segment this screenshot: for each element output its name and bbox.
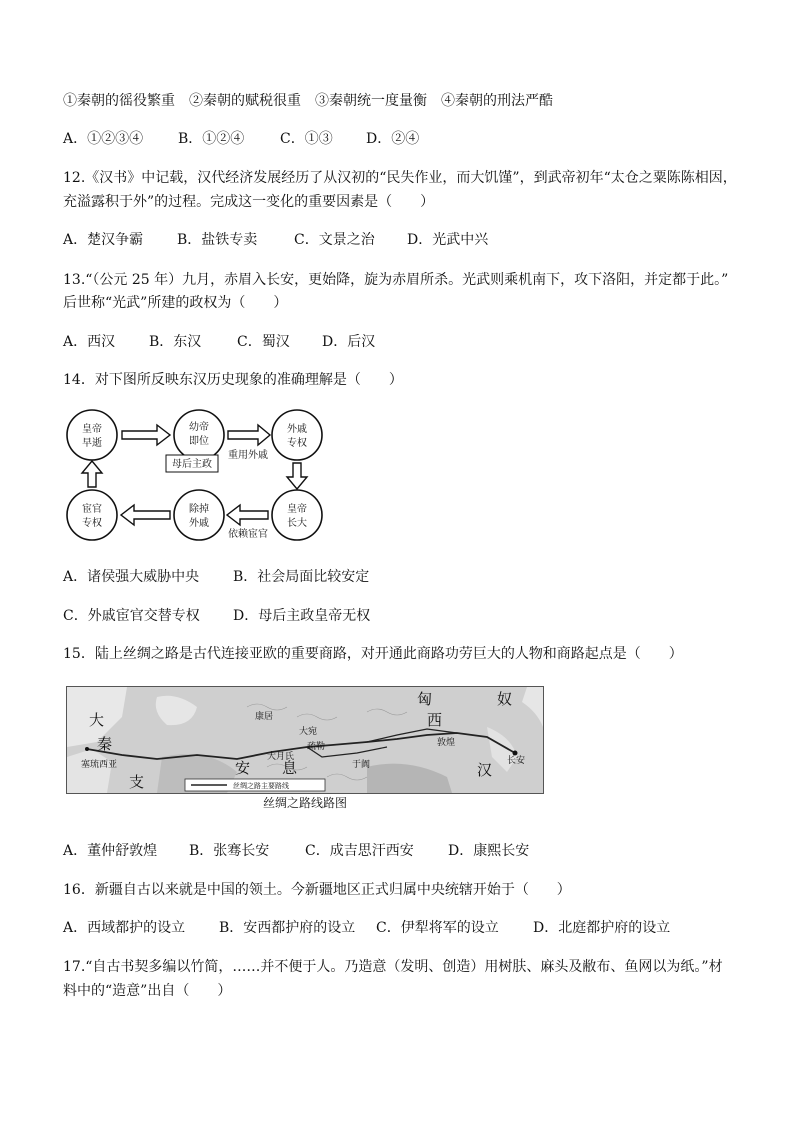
arrow-label-use-consort-kin: 重用外戚 xyxy=(228,450,268,461)
map-label-yutian: 于阗 xyxy=(352,760,371,770)
q14-option-d[interactable]: D．母后主政皇帝无权 xyxy=(233,608,371,624)
q15-option-d[interactable]: D．康熙长安 xyxy=(448,843,530,859)
q12-stem-line1: 12.《汉书》中记载，汉代经济发展经历了从汉初的“民失作业，而大饥馑”，到武帝初年“太仓之粟陈陈相因， xyxy=(63,170,737,186)
map-label-xiongnu2: 奴 xyxy=(497,690,513,708)
map-label-zhi: 支 xyxy=(129,773,145,791)
node-5-line2: 外戚 xyxy=(189,518,209,529)
q14-option-a[interactable]: A．诸侯强大威胁中央 xyxy=(63,569,200,585)
map-caption: 丝绸之路线路图 xyxy=(262,796,347,810)
node-6-line2: 专权 xyxy=(82,518,102,529)
node-emperor-early-death xyxy=(67,410,117,460)
node-2-line1: 幼帝 xyxy=(189,422,209,433)
q12-option-c[interactable]: C．文景之治 xyxy=(294,232,375,248)
arrow-2-3 xyxy=(228,425,270,445)
q14-option-b[interactable]: B．社会局面比较安定 xyxy=(233,569,370,585)
arrow-4-5 xyxy=(227,505,268,525)
map-label-da: 大 xyxy=(89,711,105,729)
q16-option-d[interactable]: D．北庭都护府的设立 xyxy=(533,920,671,936)
q15-stem: 15．陆上丝绸之路是古代连接亚欧的重要商路，对开通此商路功劳巨大的人物和商路起点是（ ） xyxy=(63,646,683,662)
arrow-6-1 xyxy=(82,461,102,487)
q14-options-row1 xyxy=(63,567,369,587)
q11-items: ①秦朝的徭役繁重 ②秦朝的赋税很重 ③秦朝统一度量衡 ④秦朝的刑法严酷 xyxy=(63,93,553,109)
q17-stem-line1: 17.“自古书契多编以竹简，……并不便于人。乃造意（发明、创造）用树肤、麻头及敝布、鱼网以为纸。”材 xyxy=(63,959,723,975)
q12-options xyxy=(63,230,488,250)
node-2-line2: 即位 xyxy=(189,436,209,447)
node-6-line1: 宦官 xyxy=(82,504,102,515)
arrow-1-2 xyxy=(122,425,170,445)
map-label-anxi2: 息 xyxy=(282,759,298,777)
map-label-dayuan: 大宛 xyxy=(299,727,318,737)
node-4-line1: 皇帝 xyxy=(287,504,307,515)
empress-regency-label: 母后主政 xyxy=(172,459,212,470)
q17-stem-line2: 料中的“造意”出自（ ） xyxy=(63,983,232,999)
map-label-qin: 秦 xyxy=(97,735,113,753)
q11-options xyxy=(63,129,419,149)
q15-option-b[interactable]: B．张骞长安 xyxy=(189,843,270,859)
q16-options xyxy=(63,918,670,938)
node-1-line2: 早逝 xyxy=(82,438,102,449)
silk-road-map xyxy=(66,686,544,814)
map-label-seleucia: 塞琉西亚 xyxy=(81,760,118,770)
q16-option-a[interactable]: A．西域都护的设立 xyxy=(63,920,186,936)
map-label-anxi1: 安 xyxy=(235,759,251,777)
node-young-emperor xyxy=(174,410,224,460)
q13-option-c[interactable]: C．蜀汉 xyxy=(237,334,290,350)
q15-option-c[interactable]: C．成吉思汗西安 xyxy=(305,843,414,859)
node-remove-consort-kin xyxy=(174,490,224,540)
arrow-5-6 xyxy=(121,505,170,525)
arrow-3-4 xyxy=(287,463,307,489)
node-1-line1: 皇帝 xyxy=(82,424,102,435)
map-label-shule: 疏勒 xyxy=(307,742,326,752)
node-4-line2: 长大 xyxy=(287,518,307,529)
q13-option-d[interactable]: D．后汉 xyxy=(322,334,376,350)
node-3-line2: 专权 xyxy=(287,438,307,449)
q14-options-row2 xyxy=(63,606,370,626)
map-label-dayuezhi: 大月氏 xyxy=(267,752,295,762)
q13-option-b[interactable]: B．东汉 xyxy=(149,334,202,350)
q12-option-a[interactable]: A．楚汉争霸 xyxy=(63,232,144,248)
map-label-han: 汉 xyxy=(477,761,493,779)
q16-option-c[interactable]: C．伊犁将军的设立 xyxy=(376,920,499,936)
q11-option-c[interactable]: C．①③ xyxy=(280,131,333,147)
q13-option-a[interactable]: A．西汉 xyxy=(63,334,116,350)
q11-option-a[interactable]: A．①②③④ xyxy=(63,131,144,147)
q16-option-b[interactable]: B．安西都护府的设立 xyxy=(219,920,356,936)
q12-option-b[interactable]: B．盐铁专卖 xyxy=(177,232,258,248)
q11-option-d[interactable]: D．②④ xyxy=(366,131,420,147)
q15-options xyxy=(63,841,529,861)
q15-option-a[interactable]: A．董仲舒敦煌 xyxy=(63,843,158,859)
node-eunuch-power xyxy=(67,490,117,540)
q11-option-b[interactable]: B．①②④ xyxy=(178,131,245,147)
map-frame xyxy=(66,686,544,794)
cycle-diagram xyxy=(62,405,342,545)
q14-stem: 14．对下图所反映东汉历史现象的准确理解是（ ） xyxy=(63,372,403,388)
q12-stem-line2: 充溢露积于外”的过程。完成这一变化的重要因素是（ ） xyxy=(63,194,435,210)
map-label-changan: 长安 xyxy=(507,756,526,766)
q14-option-c[interactable]: C．外戚宦官交替专权 xyxy=(63,608,200,624)
q13-stem-line1: 13.“（公元 25 年）九月，赤眉入长安，更始降，旋为赤眉所杀。光武则乘机南下，攻下洛阳，并定都于此。” xyxy=(63,272,729,288)
map-label-xi: 西 xyxy=(427,711,443,729)
node-consort-kin-power xyxy=(272,410,322,460)
map-label-dunhuang: 敦煌 xyxy=(437,738,456,748)
empress-regency-box xyxy=(166,455,218,472)
q12-option-d[interactable]: D．光武中兴 xyxy=(407,232,489,248)
map-label-kangju: 康居 xyxy=(255,712,274,722)
node-3-line1: 外戚 xyxy=(287,424,307,435)
map-legend-label: 丝绸之路主要路线 xyxy=(233,782,289,790)
q13-options xyxy=(63,332,375,352)
q13-stem-line2: 后世称“光武”所建的政权为（ ） xyxy=(63,295,288,311)
arrow-label-rely-eunuchs: 依赖宦官 xyxy=(228,529,268,540)
map-label-xiongnu1: 匈 xyxy=(417,690,433,708)
node-emperor-grown xyxy=(272,490,322,540)
q16-stem: 16．新疆自古以来就是中国的领土。今新疆地区正式归属中央统辖开始于（ ） xyxy=(63,882,571,898)
node-5-line1: 除掉 xyxy=(189,504,209,515)
